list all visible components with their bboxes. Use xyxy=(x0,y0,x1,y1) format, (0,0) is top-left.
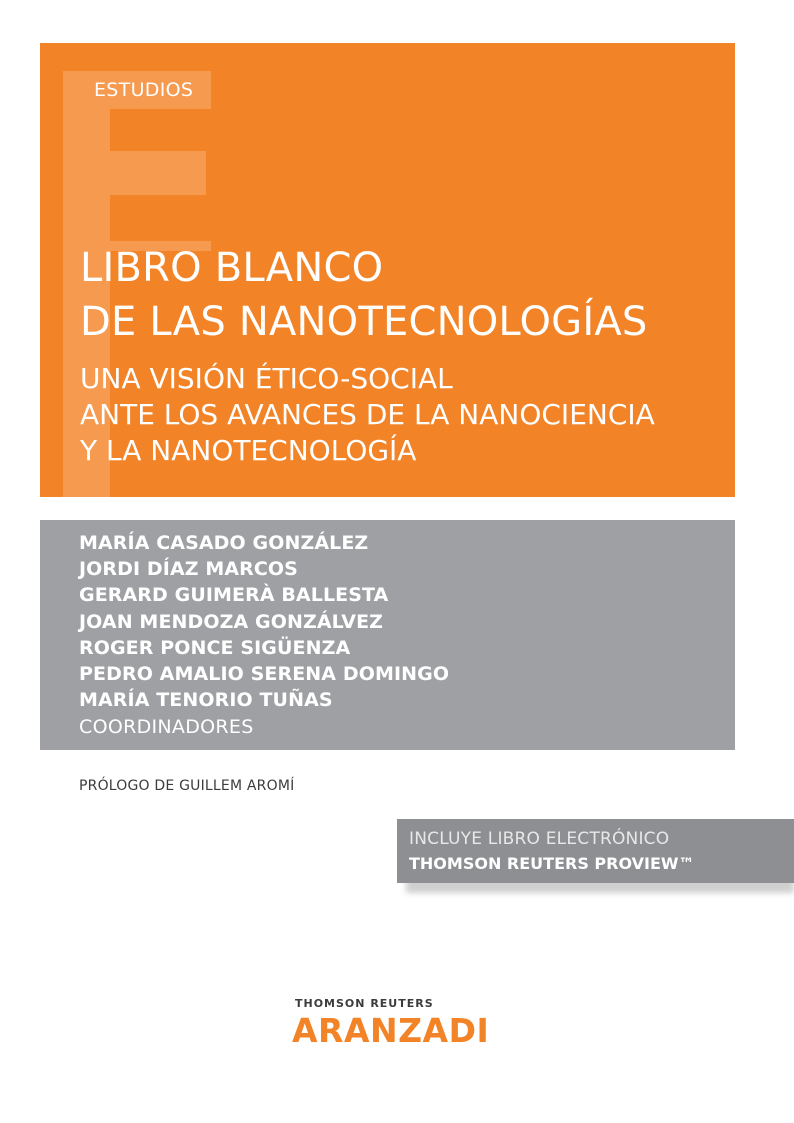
authors-role: COORDINADORES xyxy=(79,716,254,738)
book-title xyxy=(80,241,648,349)
authors-panel xyxy=(40,520,735,750)
book-subtitle-line: Y LA NANOTECNOLOGÍA xyxy=(80,434,417,467)
author-name: PEDRO AMALIO SERENA DOMINGO xyxy=(79,663,450,686)
publisher-logo xyxy=(292,997,492,1051)
title-panel xyxy=(40,43,735,497)
publisher-name: ARANZADI xyxy=(292,1011,490,1050)
authors-list xyxy=(79,530,449,713)
publisher-parent-name: THOMSON REUTERS xyxy=(295,997,434,1010)
book-title-line: LIBRO BLANCO xyxy=(80,245,384,291)
book-title-line: DE LAS NANOTECNOLOGÍAS xyxy=(80,299,648,345)
author-name: MARÍA TENORIO TUÑAS xyxy=(79,689,333,712)
author-name: JOAN MENDOZA GONZÁLVEZ xyxy=(79,610,384,633)
book-subtitle-line: UNA VISIÓN ÉTICO-SOCIAL xyxy=(80,362,453,395)
ebook-badge xyxy=(397,819,794,883)
author-name: JORDI DÍAZ MARCOS xyxy=(79,558,298,581)
book-subtitle-line: ANTE LOS AVANCES DE LA NANOCIENCIA xyxy=(80,398,655,431)
series-initial-stroke xyxy=(63,151,206,195)
book-subtitle xyxy=(80,361,655,469)
author-name: MARÍA CASADO GONZÁLEZ xyxy=(79,532,369,554)
series-label: ESTUDIOS xyxy=(94,79,194,101)
ebook-badge-product: THOMSON REUTERS PROVIEW™ xyxy=(409,854,695,873)
ebook-badge-line: INCLUYE LIBRO ELECTRÓNICO xyxy=(409,829,670,849)
prologue-credit: PRÓLOGO DE GUILLEM AROMÍ xyxy=(79,778,295,794)
author-name: ROGER PONCE SIGÜENZA xyxy=(79,636,351,659)
author-name: GERARD GUIMERÀ BALLESTA xyxy=(79,584,389,607)
